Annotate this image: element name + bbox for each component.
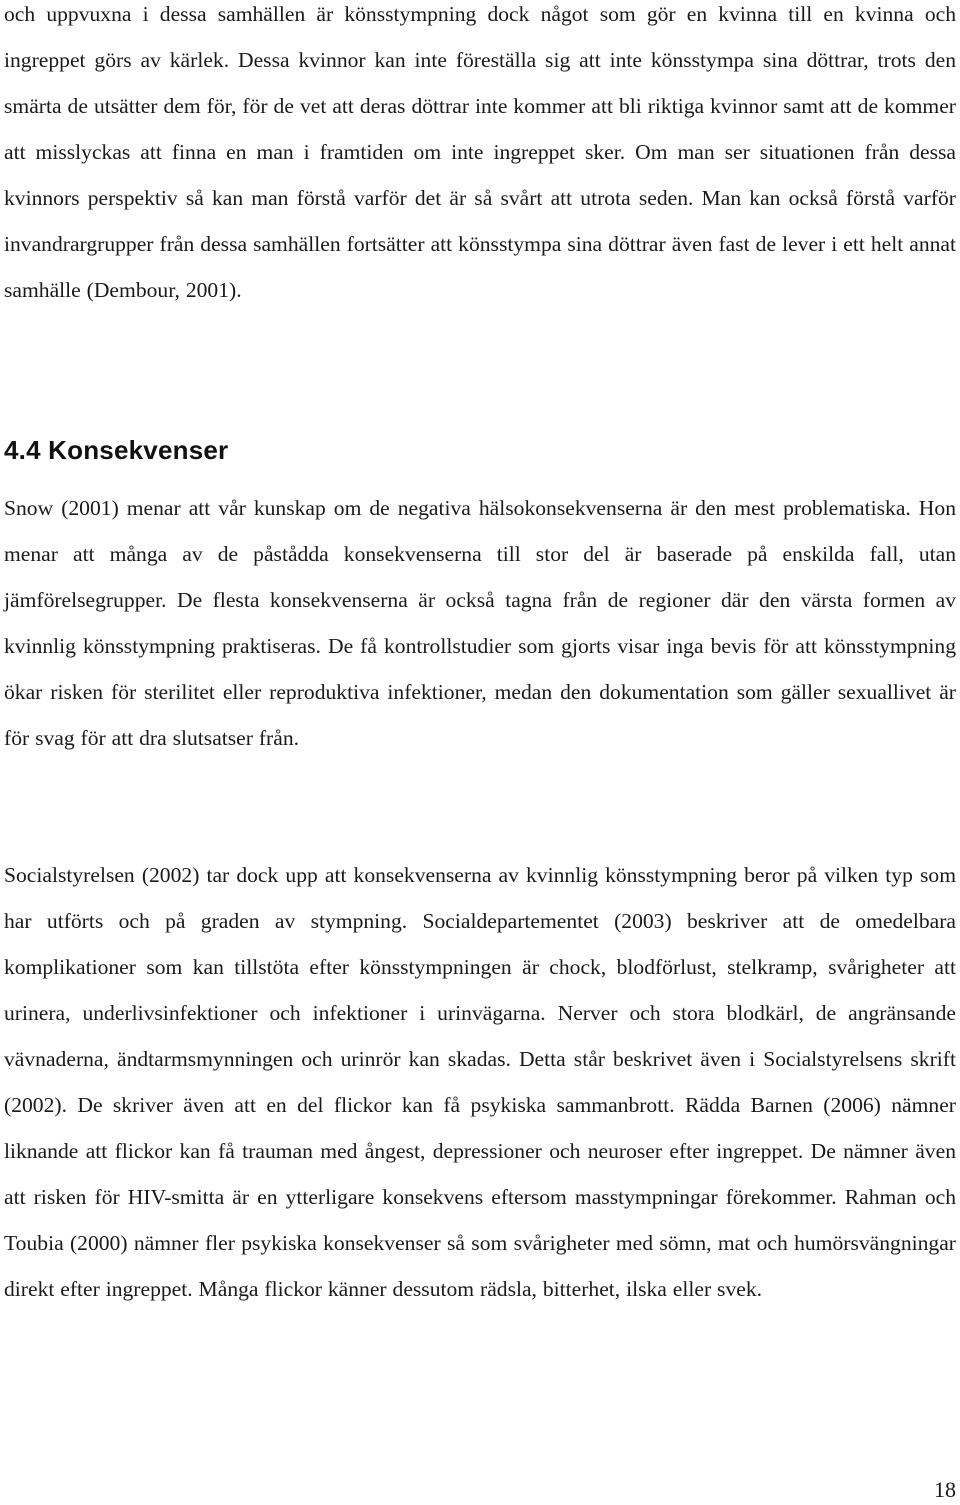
paragraph-snow: Snow (2001) menar att vår kunskap om de negativa hälsokonsekvenserna är den mest problematiska. Hon menar att många av de påstådda konsekvenserna till stor del är baserade på enskilda fall, utan jämförelsegrupper. De flesta konsekvenserna är också tagna från de regioner där den värsta formen av kvinnlig könsstympning praktiseras. De få kontrollstudier som gjorts visar inga bevis för att könsstympning ökar risken för sterilitet eller reproduktiva infektioner, medan den dokumentation som gäller sexuallivet är för svag för att dra slutsatser från. xyxy=(4,496,956,750)
paragraph-intro: och uppvuxna i dessa samhällen är könsstympning dock något som gör en kvinna till en kvinna och ingreppet görs av kärlek. Dessa kvinnor kan inte föreställa sig att inte könsstympa sina döttrar, trots den smärta de utsätter dem för, för de vet att deras döttrar inte kommer att bli riktiga kvinnor samt att de kommer att misslyckas att finna en man i framtiden om inte ingreppet sker. Om man ser situationen från dessa kvinnors perspektiv så kan man förstå varför det är så svårt att utrota seden. Man kan också förstå varför invandrargrupper från dessa samhällen fortsätter att könsstympa sina döttrar även fast de lever i ett helt annat samhälle (Dembour, 2001). xyxy=(4,2,956,302)
paragraph-socialstyrelsen: Socialstyrelsen (2002) tar dock upp att konsekvenserna av kvinnlig könsstympning beror på vilken typ som har utförts och på graden av stympning. Socialdepartementet (2003) beskriver att de omedelbara komplikationer som kan tillstöta efter könsstympningen är chock, blodförlust, stelkramp, svårigheter att urinera, underlivsinfektioner och infektioner i urinvägarna. Nerver och stora blodkärl, de angränsande vävnaderna, ändtarmsmynningen och urinrör kan skadas. Detta står beskrivet även i Socialstyrelsens skrift (2002). De skriver även att en del flickor kan få psykiska sammanbrott. Rädda Barnen (2006) nämner liknande att flickor kan få trauman med ångest, depressioner och neuroser efter ingreppet. De nämner även att risken för HIV-smitta är en ytterligare konsekvens eftersom masstympningar förekommer. Rahman och Toubia (2000) nämner fler psykiska konsekvenser så som svårigheter med sömn, mat och humörsvängningar direkt efter ingreppet. Många flickor känner dessutom rädsla, bitterhet, ilska eller svek. xyxy=(4,863,956,1301)
section-heading: 4.4 Konsekvenser xyxy=(4,435,229,465)
page-number: 18 xyxy=(934,1477,956,1502)
